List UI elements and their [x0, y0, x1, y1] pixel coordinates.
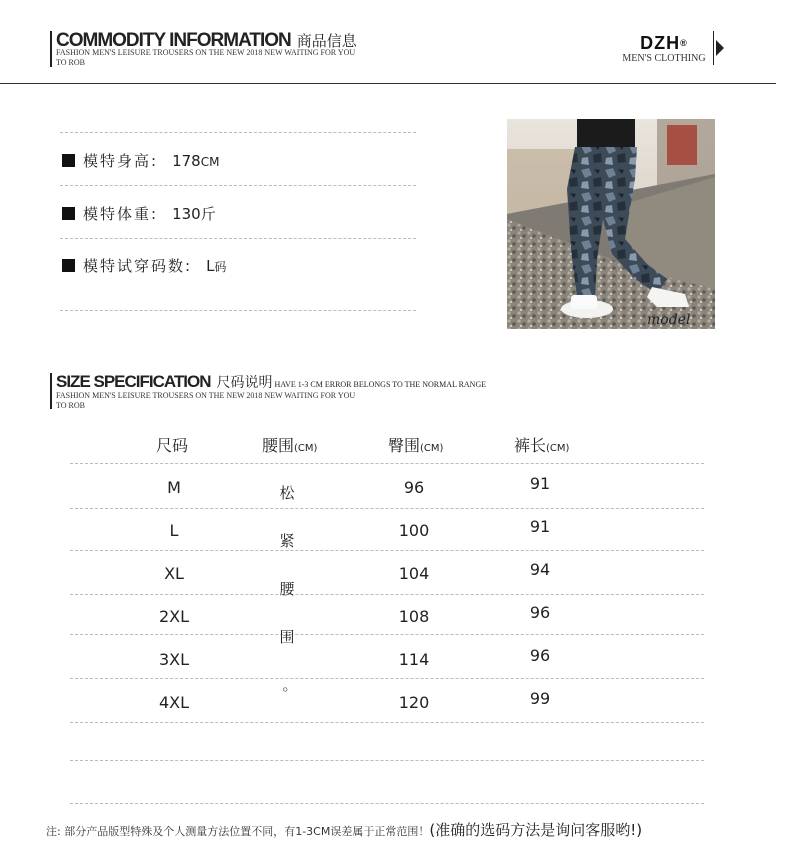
size-accent-bar — [50, 373, 52, 409]
cell-size: M — [167, 478, 181, 497]
cell-length: 96 — [529, 603, 551, 622]
arrow-right-icon — [716, 40, 724, 56]
waist-char: 围 — [279, 628, 295, 646]
photo-watermark: model — [647, 312, 691, 328]
waist-char: 腰 — [279, 580, 295, 598]
cell-hip: 100 — [398, 521, 430, 540]
header-rule — [0, 83, 776, 84]
header-waist: 腰围(CM) — [262, 436, 318, 455]
cell-length: 96 — [529, 646, 551, 665]
divider — [60, 310, 416, 311]
divider — [60, 185, 416, 186]
cell-hip: 120 — [398, 693, 430, 712]
cell-length: 99 — [529, 689, 551, 708]
cell-hip: 114 — [398, 650, 430, 669]
table-divider — [70, 508, 704, 509]
cell-length: 94 — [529, 560, 551, 579]
size-spec-subtitle: FASHION MEN'S LEISURE TROUSERS ON THE NEW 2018 NEW WAITING FOR YOU TO ROB — [56, 391, 356, 410]
cell-hip: 108 — [398, 607, 430, 626]
header-length: 裤长(CM) — [514, 436, 570, 455]
model-height-row: 模特身高: 178CM — [62, 150, 219, 171]
divider — [60, 238, 416, 239]
cell-hip: 104 — [398, 564, 430, 583]
table-divider — [70, 760, 704, 761]
cell-size: XL — [164, 564, 184, 583]
table-divider — [70, 634, 704, 635]
brand-tagline: MEN'S CLOTHING — [622, 53, 706, 64]
model-size-row: 模特试穿码数: L码 — [62, 255, 226, 276]
cell-size: L — [169, 521, 179, 540]
table-divider — [70, 678, 704, 679]
waist-char: 松 — [279, 484, 295, 502]
header-size: 尺码 — [156, 436, 189, 455]
cell-length: 91 — [529, 517, 551, 536]
square-bullet-icon — [62, 154, 75, 167]
cell-hip: 96 — [403, 478, 425, 497]
cell-length: 91 — [529, 474, 551, 493]
model-photo-illustration — [507, 119, 715, 329]
cell-size: 4XL — [158, 693, 190, 712]
brand-name: DZH® — [640, 33, 688, 53]
header-subtitle: FASHION MEN'S LEISURE TROUSERS ON THE NEW 2018 NEW WAITING FOR YOU TO ROB — [56, 48, 356, 67]
size-spec-title: SIZE SPECIFICATION 尺码说明 HAVE 1-3 CM ERROR BELONGS TO THE NORMAL RANGE — [56, 372, 487, 391]
table-divider — [70, 463, 704, 464]
header-hip: 臀围(CM) — [388, 436, 444, 455]
table-divider — [70, 594, 704, 595]
table-divider — [70, 550, 704, 551]
model-photo — [507, 119, 715, 329]
header-accent-bar — [50, 31, 52, 67]
divider — [60, 132, 416, 133]
waist-char: 。 — [282, 676, 298, 694]
square-bullet-icon — [62, 207, 75, 220]
table-divider — [70, 803, 704, 804]
cell-size: 3XL — [158, 650, 190, 669]
brand-logo — [620, 33, 708, 65]
table-divider — [70, 722, 704, 723]
commodity-info-title: COMMODITY INFORMATION 商品信息 — [56, 30, 357, 51]
model-weight-row: 模特体重: 130斤 — [62, 203, 216, 224]
footer-note: 注: 部分产品版型特殊及个人测量方法位置不同，有1-3CM误差属于正常范围！(准确的选码方法是询问客服哟!) — [46, 821, 643, 839]
waist-char: 紧 — [279, 532, 295, 550]
cell-size: 2XL — [158, 607, 190, 626]
brand-divider — [713, 31, 714, 65]
square-bullet-icon — [62, 259, 75, 272]
